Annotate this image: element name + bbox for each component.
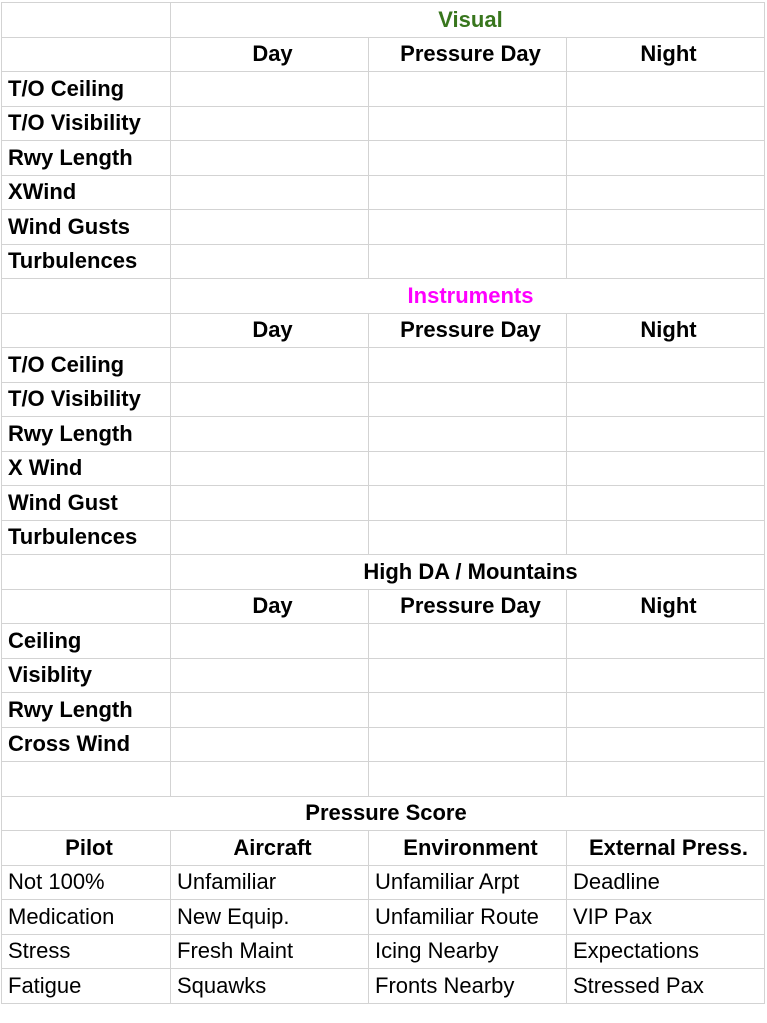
instruments-value-cell[interactable] — [171, 451, 369, 486]
instruments-value-cell[interactable] — [369, 417, 567, 452]
pressure-score-cell[interactable]: New Equip. — [171, 900, 369, 935]
visual-value-cell[interactable] — [369, 141, 567, 176]
visual-section-title[interactable]: Visual — [171, 3, 765, 38]
visual-row-label[interactable]: Wind Gusts — [2, 210, 171, 245]
high-da-value-cell[interactable] — [567, 624, 765, 659]
instruments-value-cell[interactable] — [171, 486, 369, 521]
instruments-header-row — [2, 313, 765, 348]
visual-value-cell[interactable] — [369, 210, 567, 245]
visual-row-label[interactable]: T/O Visibility — [2, 106, 171, 141]
visual-table-row — [2, 244, 765, 279]
instruments-row-label[interactable]: T/O Ceiling — [2, 348, 171, 383]
high-da-section-title[interactable]: High DA / Mountains — [171, 555, 765, 590]
pressure-score-cell[interactable]: VIP Pax — [567, 900, 765, 935]
high-da-value-cell[interactable] — [369, 693, 567, 728]
visual-column-header[interactable]: Pressure Day — [369, 37, 567, 72]
visual-value-cell[interactable] — [567, 141, 765, 176]
high-da-table-row — [2, 762, 765, 797]
visual-value-cell[interactable] — [171, 175, 369, 210]
instruments-column-header[interactable]: Night — [567, 313, 765, 348]
high-da-value-cell[interactable] — [171, 658, 369, 693]
visual-value-cell[interactable] — [567, 175, 765, 210]
instruments-value-cell[interactable] — [369, 348, 567, 383]
visual-value-cell[interactable] — [369, 72, 567, 107]
pressure-score-cell[interactable]: Not 100% — [2, 865, 171, 900]
visual-table-row — [2, 72, 765, 107]
high-da-row-label[interactable]: Rwy Length — [2, 693, 171, 728]
pressure-score-cell[interactable]: Icing Nearby — [369, 934, 567, 969]
instruments-column-header[interactable]: Day — [171, 313, 369, 348]
instruments-value-cell[interactable] — [171, 348, 369, 383]
visual-row-label[interactable]: XWind — [2, 175, 171, 210]
pressure-score-column-header[interactable]: Environment — [369, 831, 567, 866]
instruments-value-cell[interactable] — [171, 417, 369, 452]
visual-value-cell[interactable] — [171, 72, 369, 107]
pressure-score-cell[interactable]: Expectations — [567, 934, 765, 969]
pressure-score-cell[interactable]: Stress — [2, 934, 171, 969]
visual-table-row — [2, 106, 765, 141]
instruments-value-cell[interactable] — [567, 348, 765, 383]
high-da-table-row — [2, 693, 765, 728]
instruments-value-cell[interactable] — [369, 382, 567, 417]
instruments-table-row — [2, 451, 765, 486]
visual-row-label[interactable]: Rwy Length — [2, 141, 171, 176]
visual-column-header[interactable]: Night — [567, 37, 765, 72]
instruments-table-row — [2, 348, 765, 383]
instruments-table-row — [2, 382, 765, 417]
visual-table-row — [2, 141, 765, 176]
instruments-column-header[interactable]: Pressure Day — [369, 313, 567, 348]
instruments-value-cell[interactable] — [567, 486, 765, 521]
high-da-table-row — [2, 658, 765, 693]
high-da-column-header[interactable]: Day — [171, 589, 369, 624]
pressure-score-table-row — [2, 900, 765, 935]
instruments-table-row — [2, 417, 765, 452]
pressure-score-title-row — [2, 796, 765, 831]
visual-table-row — [2, 175, 765, 210]
high-da-value-cell[interactable] — [369, 658, 567, 693]
visual-row-label[interactable]: Turbulences — [2, 244, 171, 279]
high-da-table-row — [2, 624, 765, 659]
empty-cell[interactable] — [2, 589, 171, 624]
instruments-value-cell[interactable] — [369, 451, 567, 486]
instruments-table-row — [2, 520, 765, 555]
pressure-score-cell[interactable]: Squawks — [171, 969, 369, 1004]
visual-value-cell[interactable] — [171, 141, 369, 176]
visual-header-row — [2, 37, 765, 72]
empty-cell[interactable] — [2, 555, 171, 590]
pressure-score-cell[interactable]: Fresh Maint — [171, 934, 369, 969]
high-da-value-cell[interactable] — [171, 762, 369, 797]
high-da-column-header[interactable]: Night — [567, 589, 765, 624]
visual-value-cell[interactable] — [369, 244, 567, 279]
empty-cell[interactable] — [2, 313, 171, 348]
high-da-value-cell[interactable] — [369, 624, 567, 659]
visual-table-row — [2, 210, 765, 245]
high-da-column-header[interactable]: Pressure Day — [369, 589, 567, 624]
pressure-score-header-row — [2, 831, 765, 866]
visual-value-cell[interactable] — [567, 210, 765, 245]
high-da-table-row — [2, 727, 765, 762]
instruments-value-cell[interactable] — [567, 451, 765, 486]
instruments-value-cell[interactable] — [567, 382, 765, 417]
pressure-score-cell[interactable]: Stressed Pax — [567, 969, 765, 1004]
visual-value-cell[interactable] — [369, 106, 567, 141]
high-da-value-cell[interactable] — [369, 762, 567, 797]
pressure-score-column-header[interactable]: Aircraft — [171, 831, 369, 866]
pressure-score-column-header[interactable]: Pilot — [2, 831, 171, 866]
instruments-row-label[interactable]: T/O Visibility — [2, 382, 171, 417]
visual-value-cell[interactable] — [369, 175, 567, 210]
instruments-value-cell[interactable] — [369, 520, 567, 555]
pressure-score-cell[interactable]: Unfamiliar Route — [369, 900, 567, 935]
instruments-row-label[interactable]: Rwy Length — [2, 417, 171, 452]
pressure-score-table-row — [2, 934, 765, 969]
visual-title-row — [2, 3, 765, 38]
pressure-score-cell[interactable]: Unfamiliar — [171, 865, 369, 900]
pressure-score-column-header[interactable]: External Press. — [567, 831, 765, 866]
high-da-value-cell[interactable] — [567, 762, 765, 797]
high-da-row-label[interactable]: Cross Wind — [2, 727, 171, 762]
visual-value-cell[interactable] — [567, 244, 765, 279]
visual-value-cell[interactable] — [171, 106, 369, 141]
empty-cell[interactable] — [2, 279, 171, 314]
visual-value-cell[interactable] — [567, 72, 765, 107]
pressure-score-title[interactable]: Pressure Score — [2, 796, 765, 831]
visual-value-cell[interactable] — [171, 210, 369, 245]
empty-cell[interactable] — [2, 37, 171, 72]
high-da-value-cell[interactable] — [171, 693, 369, 728]
high-da-value-cell[interactable] — [567, 727, 765, 762]
instruments-value-cell[interactable] — [567, 520, 765, 555]
instruments-row-label[interactable]: Turbulences — [2, 520, 171, 555]
visual-value-cell[interactable] — [567, 106, 765, 141]
high-da-row-label[interactable]: Ceiling — [2, 624, 171, 659]
instruments-row-label[interactable]: X Wind — [2, 451, 171, 486]
high-da-value-cell[interactable] — [369, 727, 567, 762]
instruments-title-row — [2, 279, 765, 314]
high-da-header-row — [2, 589, 765, 624]
pressure-score-cell[interactable]: Deadline — [567, 865, 765, 900]
pressure-score-cell[interactable]: Unfamiliar Arpt — [369, 865, 567, 900]
high-da-title-row — [2, 555, 765, 590]
instruments-row-label[interactable]: Wind Gust — [2, 486, 171, 521]
empty-cell[interactable] — [2, 3, 171, 38]
pressure-score-table-row — [2, 865, 765, 900]
high-da-value-cell[interactable] — [567, 658, 765, 693]
instruments-value-cell[interactable] — [171, 382, 369, 417]
instruments-value-cell[interactable] — [369, 486, 567, 521]
pressure-score-cell[interactable]: Fatigue — [2, 969, 171, 1004]
pressure-score-cell[interactable]: Medication — [2, 900, 171, 935]
visual-value-cell[interactable] — [171, 244, 369, 279]
visual-row-label[interactable]: T/O Ceiling — [2, 72, 171, 107]
instruments-table-row — [2, 486, 765, 521]
pressure-score-table-row — [2, 969, 765, 1004]
high-da-value-cell[interactable] — [171, 624, 369, 659]
high-da-value-cell[interactable] — [567, 693, 765, 728]
high-da-value-cell[interactable] — [171, 727, 369, 762]
high-da-row-label[interactable]: Visiblity — [2, 658, 171, 693]
visual-column-header[interactable]: Day — [171, 37, 369, 72]
instruments-value-cell[interactable] — [567, 417, 765, 452]
high-da-row-label[interactable] — [2, 762, 171, 797]
instruments-section-title[interactable]: Instruments — [171, 279, 765, 314]
pressure-score-cell[interactable]: Fronts Nearby — [369, 969, 567, 1004]
spreadsheet-table — [1, 2, 765, 1004]
instruments-value-cell[interactable] — [171, 520, 369, 555]
